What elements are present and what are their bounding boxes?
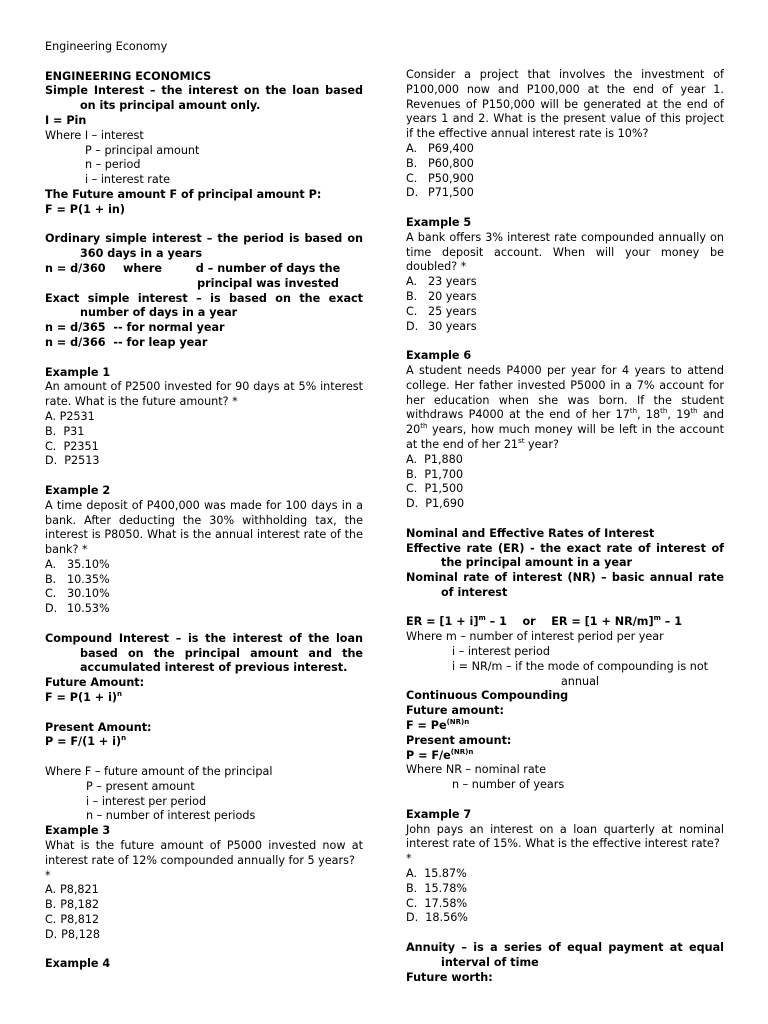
- question-text: years, how much money will be left in the account at the end of her 21: [406, 423, 724, 451]
- option-text: P8,128: [61, 927, 100, 941]
- option-text: 10.53%: [67, 602, 110, 616]
- example-7-option-b: B. 15.78%: [406, 881, 468, 895]
- future-amount-formula: [45, 691, 363, 706]
- question-text: A student needs P4000 per year for 4 years to attend college. Her father invested P5000 in a 7% account for her education when she was born. If the student withdraws P4000 at the end of her 17: [406, 363, 724, 422]
- example-2-option: [45, 587, 363, 602]
- example-7-title: Example 7: [406, 807, 472, 821]
- option-text: P50,900: [428, 171, 474, 185]
- present-amount-label: Present Amount:: [45, 720, 152, 734]
- ordinal-suffix: th: [660, 407, 668, 416]
- formula-exponent: (NR)n: [446, 718, 470, 727]
- formula-i-pin: I = Pin: [45, 113, 87, 127]
- n360-row: [45, 262, 363, 292]
- where-i-nr: i = NR/m – if the mode of compounding is not: [452, 659, 709, 673]
- n365-line: n = d/365 -- for normal year: [45, 321, 225, 335]
- formula-base: F = P(1 + i): [45, 691, 118, 705]
- where-period: n – period: [85, 158, 141, 172]
- formula-exponent: n: [117, 690, 122, 699]
- where-nominal-rate: Where NR – nominal rate: [406, 763, 546, 777]
- formula-base: F = Pe: [406, 719, 447, 733]
- where-i-nr-continued: annual: [560, 674, 600, 688]
- effective-rate-definition: Effective rate (ER) - the exact rate of interest of the principal amount in a year: [406, 541, 724, 570]
- formula-f-simple: F = P(1 + in): [45, 202, 125, 216]
- ordinal-suffix: th: [629, 407, 638, 416]
- example-2-option: [45, 558, 363, 573]
- n360-formula: n = d/360: [45, 261, 106, 275]
- example-1-question: An amount of P2500 invested for 90 days at 5% interest rate. What is the future amount? *: [45, 380, 363, 409]
- option-text: P8,182: [60, 898, 100, 912]
- option-text: P8,821: [60, 883, 99, 897]
- example-5-option: [406, 275, 724, 290]
- compound-interest-definition: Compound Interest – is the interest of the loan based on the principal amount and the accumulated interest of previous interest.: [45, 631, 363, 675]
- example-5-options: [406, 275, 724, 334]
- formula-base: P = F/e: [406, 748, 451, 762]
- where-interest-per-period: i – interest per period: [86, 794, 207, 808]
- continuous-compounding-label: Continuous Compounding: [406, 689, 569, 703]
- nominal-effective-heading: Nominal and Effective Rates of Interest: [406, 526, 655, 540]
- future-amount-label: Future Amount:: [45, 676, 145, 690]
- where-i-period: i – interest period: [452, 645, 550, 659]
- exact-simple-interest-definition: Exact simple interest – is based on the exact number of days in a year: [45, 291, 363, 320]
- right-column: [406, 68, 724, 985]
- option-label: B.: [45, 572, 57, 586]
- formula-base: ER = [1 + i]: [406, 615, 479, 629]
- example-5-question: A bank offers 3% interest rate compounded annually on time deposit account. When will your money be doubled? *: [406, 230, 724, 274]
- example-1-option-a: A. P2531: [45, 409, 95, 423]
- question-text: , 19: [667, 408, 691, 422]
- formula-base: – 1 or ER = [1 + NR/m]: [485, 615, 654, 629]
- effective-rate-formula: [406, 615, 724, 630]
- example-4-option: [406, 186, 724, 201]
- future-worth-label: Future worth:: [406, 970, 493, 984]
- annuity-definition: Annuity – is a series of equal payment at equal interval of time: [406, 941, 724, 969]
- option-label: D.: [45, 927, 58, 941]
- option-text: 23 years: [428, 275, 477, 289]
- example-4-title: Example 4: [45, 957, 111, 971]
- example-7-question: John pays an interest on a loan quarterly at nominal interest rate of 15%. What is the effective interest rate?: [406, 822, 724, 851]
- example-1-option-d: D. P2513: [45, 454, 100, 468]
- option-text: 30.10%: [67, 587, 110, 601]
- example-6-question: [406, 364, 724, 453]
- present-amount-formula: [45, 735, 363, 750]
- example-2-title: Example 2: [45, 483, 111, 497]
- example-2-options: [45, 558, 363, 617]
- example-4-question: Consider a project that involves the investment of P100,000 now and P100,000 at the end of year 1. Revenues of P150,000 will be generated at the end of years 1 and 2. What is the present value of this project if the effective annual interest rate is 10%?: [406, 68, 724, 141]
- option-label: D.: [45, 602, 58, 616]
- section-title: ENGINEERING ECONOMICS: [45, 69, 212, 83]
- example-6-option-d: D. P1,690: [406, 497, 465, 511]
- cc-future-formula: [406, 719, 724, 734]
- option-label: C.: [406, 171, 418, 185]
- option-text: P8,812: [60, 913, 100, 927]
- cc-future-amount-label: Future amount:: [406, 704, 505, 718]
- left-column: [45, 40, 363, 972]
- option-text: 35.10%: [67, 557, 110, 571]
- option-text: P71,500: [428, 186, 474, 200]
- option-text: P69,400: [428, 141, 474, 155]
- option-text: 10.35%: [67, 572, 110, 586]
- formula-exponent: (NR)n: [450, 747, 474, 756]
- where-interest-rate: i – interest rate: [85, 173, 171, 187]
- example-3-option: [45, 898, 363, 913]
- example-6-option-c: C. P1,500: [406, 482, 464, 496]
- example-6-option-b: B. P1,700: [406, 467, 464, 481]
- n360-description: d – number of days the principal was invested: [195, 261, 341, 290]
- where-future-amount: Where F – future amount of the principal: [45, 765, 273, 779]
- example-3-option: [45, 883, 363, 898]
- example-2-option: [45, 573, 363, 588]
- ordinal-suffix: th: [690, 407, 698, 416]
- example-7-option-a: A. 15.87%: [406, 867, 467, 881]
- example-5-option: [406, 305, 724, 320]
- option-label: C.: [406, 304, 418, 318]
- example-1-option-c: C. P2351: [45, 439, 99, 453]
- example-7-star: *: [406, 852, 412, 866]
- option-label: D.: [406, 319, 419, 333]
- example-6-option-a: A. P1,880: [406, 452, 463, 466]
- option-label: A.: [406, 141, 418, 155]
- option-label: A.: [45, 883, 57, 897]
- example-2-option: [45, 602, 363, 617]
- where-principal: P – principal amount: [85, 143, 200, 157]
- option-label: C.: [45, 587, 57, 601]
- example-4-option: [406, 157, 724, 172]
- example-3-option: [45, 913, 363, 928]
- example-3-question: What is the future amount of P5000 invested now at interest rate of 12% compounded annually for 5 years?: [45, 839, 363, 867]
- cc-present-formula: [406, 749, 724, 764]
- question-text: , 18: [637, 408, 661, 422]
- future-amount-heading: The Future amount F of principal amount P:: [45, 187, 322, 201]
- example-1-title: Example 1: [45, 365, 111, 379]
- example-3-options: [45, 883, 363, 942]
- ordinal-suffix: st: [518, 436, 525, 445]
- formula-base: P = F/(1 + i): [45, 735, 122, 749]
- example-7-option-c: C. 17.58%: [406, 896, 468, 910]
- where-m: Where m – number of interest period per year: [406, 630, 664, 644]
- where-present-amount: P – present amount: [86, 779, 195, 793]
- option-label: A.: [406, 275, 418, 289]
- option-text: 25 years: [428, 304, 477, 318]
- option-label: B.: [406, 156, 418, 170]
- example-6-title: Example 6: [406, 349, 472, 363]
- question-text: and 20: [406, 408, 724, 437]
- example-3-option: [45, 928, 363, 943]
- option-text: 20 years: [428, 289, 477, 303]
- option-label: A.: [45, 557, 57, 571]
- example-4-options: [406, 142, 724, 201]
- ordinal-suffix: th: [420, 422, 428, 431]
- formula-exponent: m: [653, 614, 661, 623]
- formula-exponent: n: [121, 734, 127, 743]
- ordinary-simple-interest-definition: Ordinary simple interest – the period is based on 360 days in a years: [45, 232, 363, 261]
- n360-where: where: [123, 261, 162, 275]
- question-text: year?: [524, 437, 559, 451]
- where-number-of-years: n – number of years: [452, 778, 565, 792]
- option-label: B.: [45, 898, 57, 912]
- example-4-option: [406, 142, 724, 157]
- cc-present-amount-label: Present amount:: [406, 733, 512, 747]
- option-label: D.: [406, 186, 419, 200]
- option-text: P60,800: [428, 156, 474, 170]
- example-2-question: A time deposit of P400,000 was made for 100 days in a bank. After deducting the 30% withholding tax, the interest is P8050. What is the annual interest rate of the bank? *: [45, 498, 363, 557]
- example-1-option-b: B. P31: [45, 424, 85, 438]
- example-5-title: Example 5: [406, 215, 472, 229]
- where-interest: Where I – interest: [45, 128, 144, 142]
- example-7-option-d: D. 18.56%: [406, 911, 468, 925]
- example-3-star: *: [45, 868, 51, 882]
- document-header: Engineering Economy: [45, 40, 168, 53]
- example-3-title: Example 3: [45, 824, 111, 838]
- example-4-option: [406, 172, 724, 187]
- formula-base: – 1: [660, 615, 683, 629]
- n366-line: n = d/366 -- for leap year: [45, 335, 208, 349]
- option-label: C.: [45, 913, 57, 927]
- simple-interest-definition: Simple Interest – the interest on the loan based on its principal amount only.: [45, 84, 363, 113]
- example-5-option: [406, 290, 724, 305]
- formula-exponent: m: [478, 614, 486, 623]
- option-text: 30 years: [428, 319, 477, 333]
- where-number-of-periods: n – number of interest periods: [86, 809, 256, 823]
- example-5-option: [406, 320, 724, 335]
- option-label: B.: [406, 289, 418, 303]
- nominal-rate-definition: Nominal rate of interest (NR) – basic annual rate of interest: [406, 571, 724, 599]
